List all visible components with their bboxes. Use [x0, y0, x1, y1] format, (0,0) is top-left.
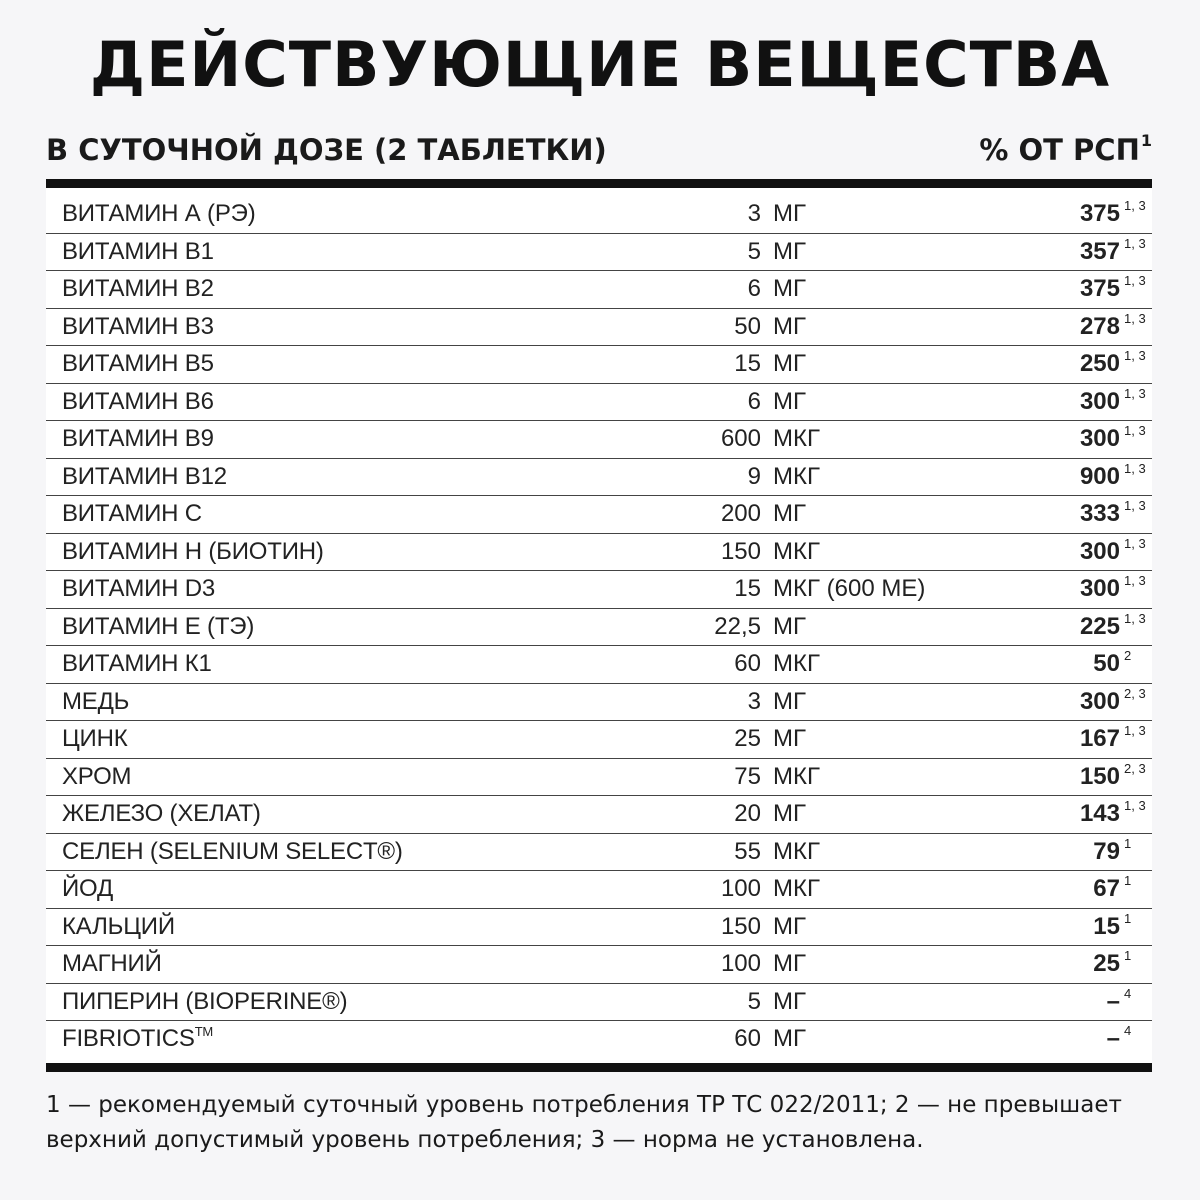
table-row [46, 834, 1152, 872]
table-row [46, 909, 1152, 947]
ingredient-amount: 600 [720, 425, 761, 452]
ingredient-note: 1, 3 [1124, 385, 1146, 401]
ingredient-name-text: ХРОМ [62, 762, 132, 790]
ingredient-name-text: ВИТАМИН Е (ТЭ) [62, 612, 255, 640]
ingredient-note: 1, 3 [1124, 573, 1146, 588]
ingredient-unit: МГ [773, 912, 806, 940]
ingredient-name-text: МАГНИЙ [62, 950, 162, 977]
ingredient-amount: 6 [747, 275, 761, 302]
ingredient-note: 1, 3 [1124, 348, 1146, 363]
ingredient-note: 2, 3 [1124, 685, 1146, 701]
table-row [46, 984, 1152, 1022]
ingredient-percent: 167 [1079, 725, 1120, 752]
ingredient-amount: 15 [734, 575, 761, 602]
ingredient-percent: 225 [1079, 612, 1120, 640]
ingredient-percent: 300 [1079, 387, 1120, 415]
ingredient-unit: МГ [773, 350, 806, 377]
ingredient-name [62, 271, 214, 307]
ingredient-name [62, 796, 261, 832]
table-row [46, 496, 1152, 534]
ingredient-name [62, 571, 215, 607]
ingredient-unit: МГ [773, 987, 806, 1015]
ingredient-percent: – [1106, 1025, 1120, 1052]
ingredient-name [62, 721, 128, 757]
ingredient-amount: 25 [734, 725, 761, 752]
ingredient-unit: МГ [773, 687, 806, 715]
ingredient-name-text: ЙОД [62, 875, 114, 902]
ingredient-name [62, 196, 256, 232]
ingredient-amount: 100 [720, 950, 761, 977]
ingredient-unit: МКГ [773, 425, 820, 452]
table-row [46, 871, 1152, 909]
table-row [46, 346, 1152, 384]
table-row [46, 384, 1152, 422]
ingredient-amount: 100 [720, 875, 761, 902]
ingredient-name-text: ЖЕЛЕЗО (ХЕЛАТ) [62, 800, 261, 827]
table-row [46, 721, 1152, 759]
table-subheader [46, 133, 1152, 173]
ingredient-amount: 200 [720, 500, 761, 527]
ingredient-percent: 300 [1079, 425, 1120, 452]
ingredient-note: 1, 3 [1124, 273, 1146, 288]
pct-label-text: % ОТ РСП [979, 133, 1140, 167]
pct-label-note: 1 [1140, 131, 1152, 150]
ingredient-name-text: ВИТАМИН Н (БИОТИН) [62, 537, 324, 565]
ingredient-amount: 6 [747, 387, 761, 415]
ingredient-name-text: ВИТАМИН D3 [62, 575, 216, 602]
ingredient-name-text: ПИПЕРИН (BIOPERINE®) [62, 987, 348, 1015]
ingredient-amount: 75 [734, 762, 761, 790]
ingredient-percent: 67 [1093, 875, 1120, 902]
table-row [46, 609, 1152, 647]
ingredient-amount: 55 [734, 837, 761, 865]
ingredient-unit: МКГ [773, 837, 820, 865]
ingredient-name-text: ВИТАМИН В9 [62, 425, 214, 452]
ingredient-name-text: КАЛЬЦИЙ [62, 912, 175, 940]
ingredient-percent: 278 [1079, 312, 1120, 340]
ingredient-note: 1, 3 [1124, 535, 1146, 551]
ingredient-unit: МГ [773, 387, 806, 415]
ingredient-name-text: СЕЛЕН (SELENIUM SELECT®) [62, 837, 403, 865]
table-row [46, 684, 1152, 722]
ingredient-unit: МКГ [773, 762, 820, 790]
ingredient-name-sup: TM [194, 1024, 214, 1039]
ingredient-percent: 357 [1079, 237, 1120, 265]
ingredient-amount: 150 [720, 537, 761, 565]
table-row [46, 234, 1152, 272]
ingredient-name-text: ВИТАМИН В3 [62, 312, 214, 340]
ingredient-name [62, 384, 214, 420]
table-row [46, 459, 1152, 497]
ingredient-unit: МГ [773, 1025, 806, 1052]
table-row [46, 796, 1152, 834]
table-row [46, 534, 1152, 572]
ingredient-amount: 3 [747, 200, 761, 227]
ingredient-name-text: ВИТАМИН К1 [62, 650, 212, 677]
ingredient-note: 1, 3 [1124, 235, 1146, 251]
ingredient-name [62, 909, 175, 945]
ingredient-percent: 150 [1079, 762, 1120, 790]
ingredient-unit: МГ [773, 312, 806, 340]
ingredient-amount: 60 [734, 1025, 761, 1052]
ingredient-name [62, 459, 227, 495]
ingredient-amount: 5 [747, 987, 761, 1015]
ingredient-name [62, 946, 162, 982]
table-row [46, 1021, 1152, 1058]
ingredient-name [62, 609, 254, 645]
ingredient-name [62, 1021, 213, 1057]
ingredient-percent: 250 [1079, 350, 1120, 377]
ingredient-unit: МКГ [773, 650, 820, 677]
ingredient-name-text: ВИТАМИН С [62, 500, 202, 527]
ingredient-unit: МГ [773, 200, 806, 227]
ingredient-name-text: ВИТАМИН В12 [62, 462, 227, 490]
ingredient-name [62, 984, 347, 1020]
ingredient-note: 4 [1124, 1023, 1132, 1038]
ingredient-percent: 50 [1093, 650, 1120, 677]
ingredient-unit: МГ [773, 612, 806, 640]
table-row [46, 759, 1152, 797]
ingredient-name-text: FIBRIOTICS [62, 1025, 195, 1052]
ingredient-amount: 50 [734, 312, 761, 340]
ingredient-name-text: ВИТАМИН В1 [62, 237, 214, 265]
table-row [46, 646, 1152, 684]
pct-column-label [979, 133, 1152, 167]
ingredient-amount: 60 [734, 650, 761, 677]
ingredient-name [62, 646, 212, 682]
table-row [46, 571, 1152, 609]
ingredient-percent: 15 [1093, 912, 1120, 940]
ingredient-note: 1, 3 [1124, 423, 1146, 438]
ingredient-percent: 300 [1079, 537, 1120, 565]
ingredient-note: 1, 3 [1124, 498, 1146, 513]
ingredient-unit: МГ [773, 237, 806, 265]
ingredient-unit: МКГ [773, 462, 820, 490]
table-row [46, 421, 1152, 459]
ingredient-amount: 22,5 [714, 612, 761, 640]
ingredient-percent: 900 [1079, 462, 1120, 490]
table-row [46, 271, 1152, 309]
page-title: ДЕЙСТВУЮЩИЕ ВЕЩЕСТВА [89, 28, 1111, 101]
ingredient-percent: 375 [1079, 200, 1120, 227]
ingredient-note: 2, 3 [1124, 760, 1146, 776]
ingredient-note: 1, 3 [1124, 723, 1146, 738]
ingredient-note: 1 [1124, 910, 1132, 926]
ingredient-note: 4 [1124, 985, 1132, 1001]
ingredient-note: 1, 3 [1124, 798, 1146, 813]
ingredient-amount: 15 [734, 350, 761, 377]
ingredient-percent: 333 [1079, 500, 1120, 527]
ingredient-name [62, 871, 113, 907]
ingredient-note: 1 [1124, 948, 1132, 963]
table-row [46, 946, 1152, 984]
ingredient-unit: МКГ [773, 537, 820, 565]
ingredient-note: 1 [1124, 873, 1132, 888]
ingredient-percent: 300 [1079, 687, 1120, 715]
ingredient-note: 1, 3 [1124, 610, 1146, 626]
ingredient-amount: 20 [734, 800, 761, 827]
ingredient-name [62, 534, 324, 570]
ingredient-name [62, 496, 202, 532]
ingredient-percent: 300 [1079, 575, 1120, 602]
ingredient-name [62, 309, 214, 345]
ingredient-amount: 9 [747, 462, 761, 490]
ingredient-amount: 150 [720, 912, 761, 940]
ingredient-name [62, 684, 129, 720]
ingredient-percent: 25 [1093, 950, 1120, 977]
ingredient-note: 2 [1124, 648, 1132, 663]
ingredient-name [62, 421, 214, 457]
ingredient-percent: 79 [1093, 837, 1120, 865]
ingredient-amount: 5 [747, 237, 761, 265]
ingredient-name [62, 759, 131, 795]
ingredient-note: 1, 3 [1124, 198, 1146, 213]
ingredient-note: 1, 3 [1124, 310, 1146, 326]
ingredient-unit: МГ [773, 725, 806, 752]
ingredient-unit: МГ [773, 950, 806, 977]
table-row [46, 309, 1152, 347]
ingredient-percent: 143 [1079, 800, 1120, 827]
ingredient-name-text: ЦИНК [62, 725, 128, 752]
ingredients-table [46, 179, 1152, 1072]
ingredient-name [62, 834, 403, 870]
ingredient-name-text: ВИТАМИН В6 [62, 387, 214, 415]
ingredient-unit: МГ [773, 500, 806, 527]
dose-column-label: В СУТОЧНОЙ ДОЗЕ (2 ТАБЛЕТКИ) [46, 133, 607, 167]
ingredient-name-text: ВИТАМИН А (РЭ) [62, 200, 256, 227]
ingredient-name [62, 234, 214, 270]
ingredient-unit: МКГ (600 МЕ) [773, 575, 926, 602]
ingredient-note: 1, 3 [1124, 460, 1146, 476]
ingredient-unit: МГ [773, 275, 806, 302]
table-row [46, 196, 1152, 234]
ingredient-unit: МГ [773, 800, 806, 827]
ingredient-name [62, 346, 214, 382]
ingredient-name-text: ВИТАМИН В5 [62, 350, 214, 377]
ingredient-percent: – [1106, 987, 1120, 1015]
ingredient-name-text: ВИТАМИН В2 [62, 275, 214, 302]
ingredient-unit: МКГ [773, 875, 820, 902]
ingredient-note: 1 [1124, 835, 1132, 851]
ingredient-name-text: МЕДЬ [62, 687, 130, 715]
ingredient-amount: 3 [747, 687, 761, 715]
ingredient-percent: 375 [1079, 275, 1120, 302]
footnote: 1 — рекомендуемый суточный уровень потребления ТР ТС 022/2011; 2 — не превышает верхний допустимый уровень потребления; 3 — норма не установлена. [46, 1092, 1122, 1153]
